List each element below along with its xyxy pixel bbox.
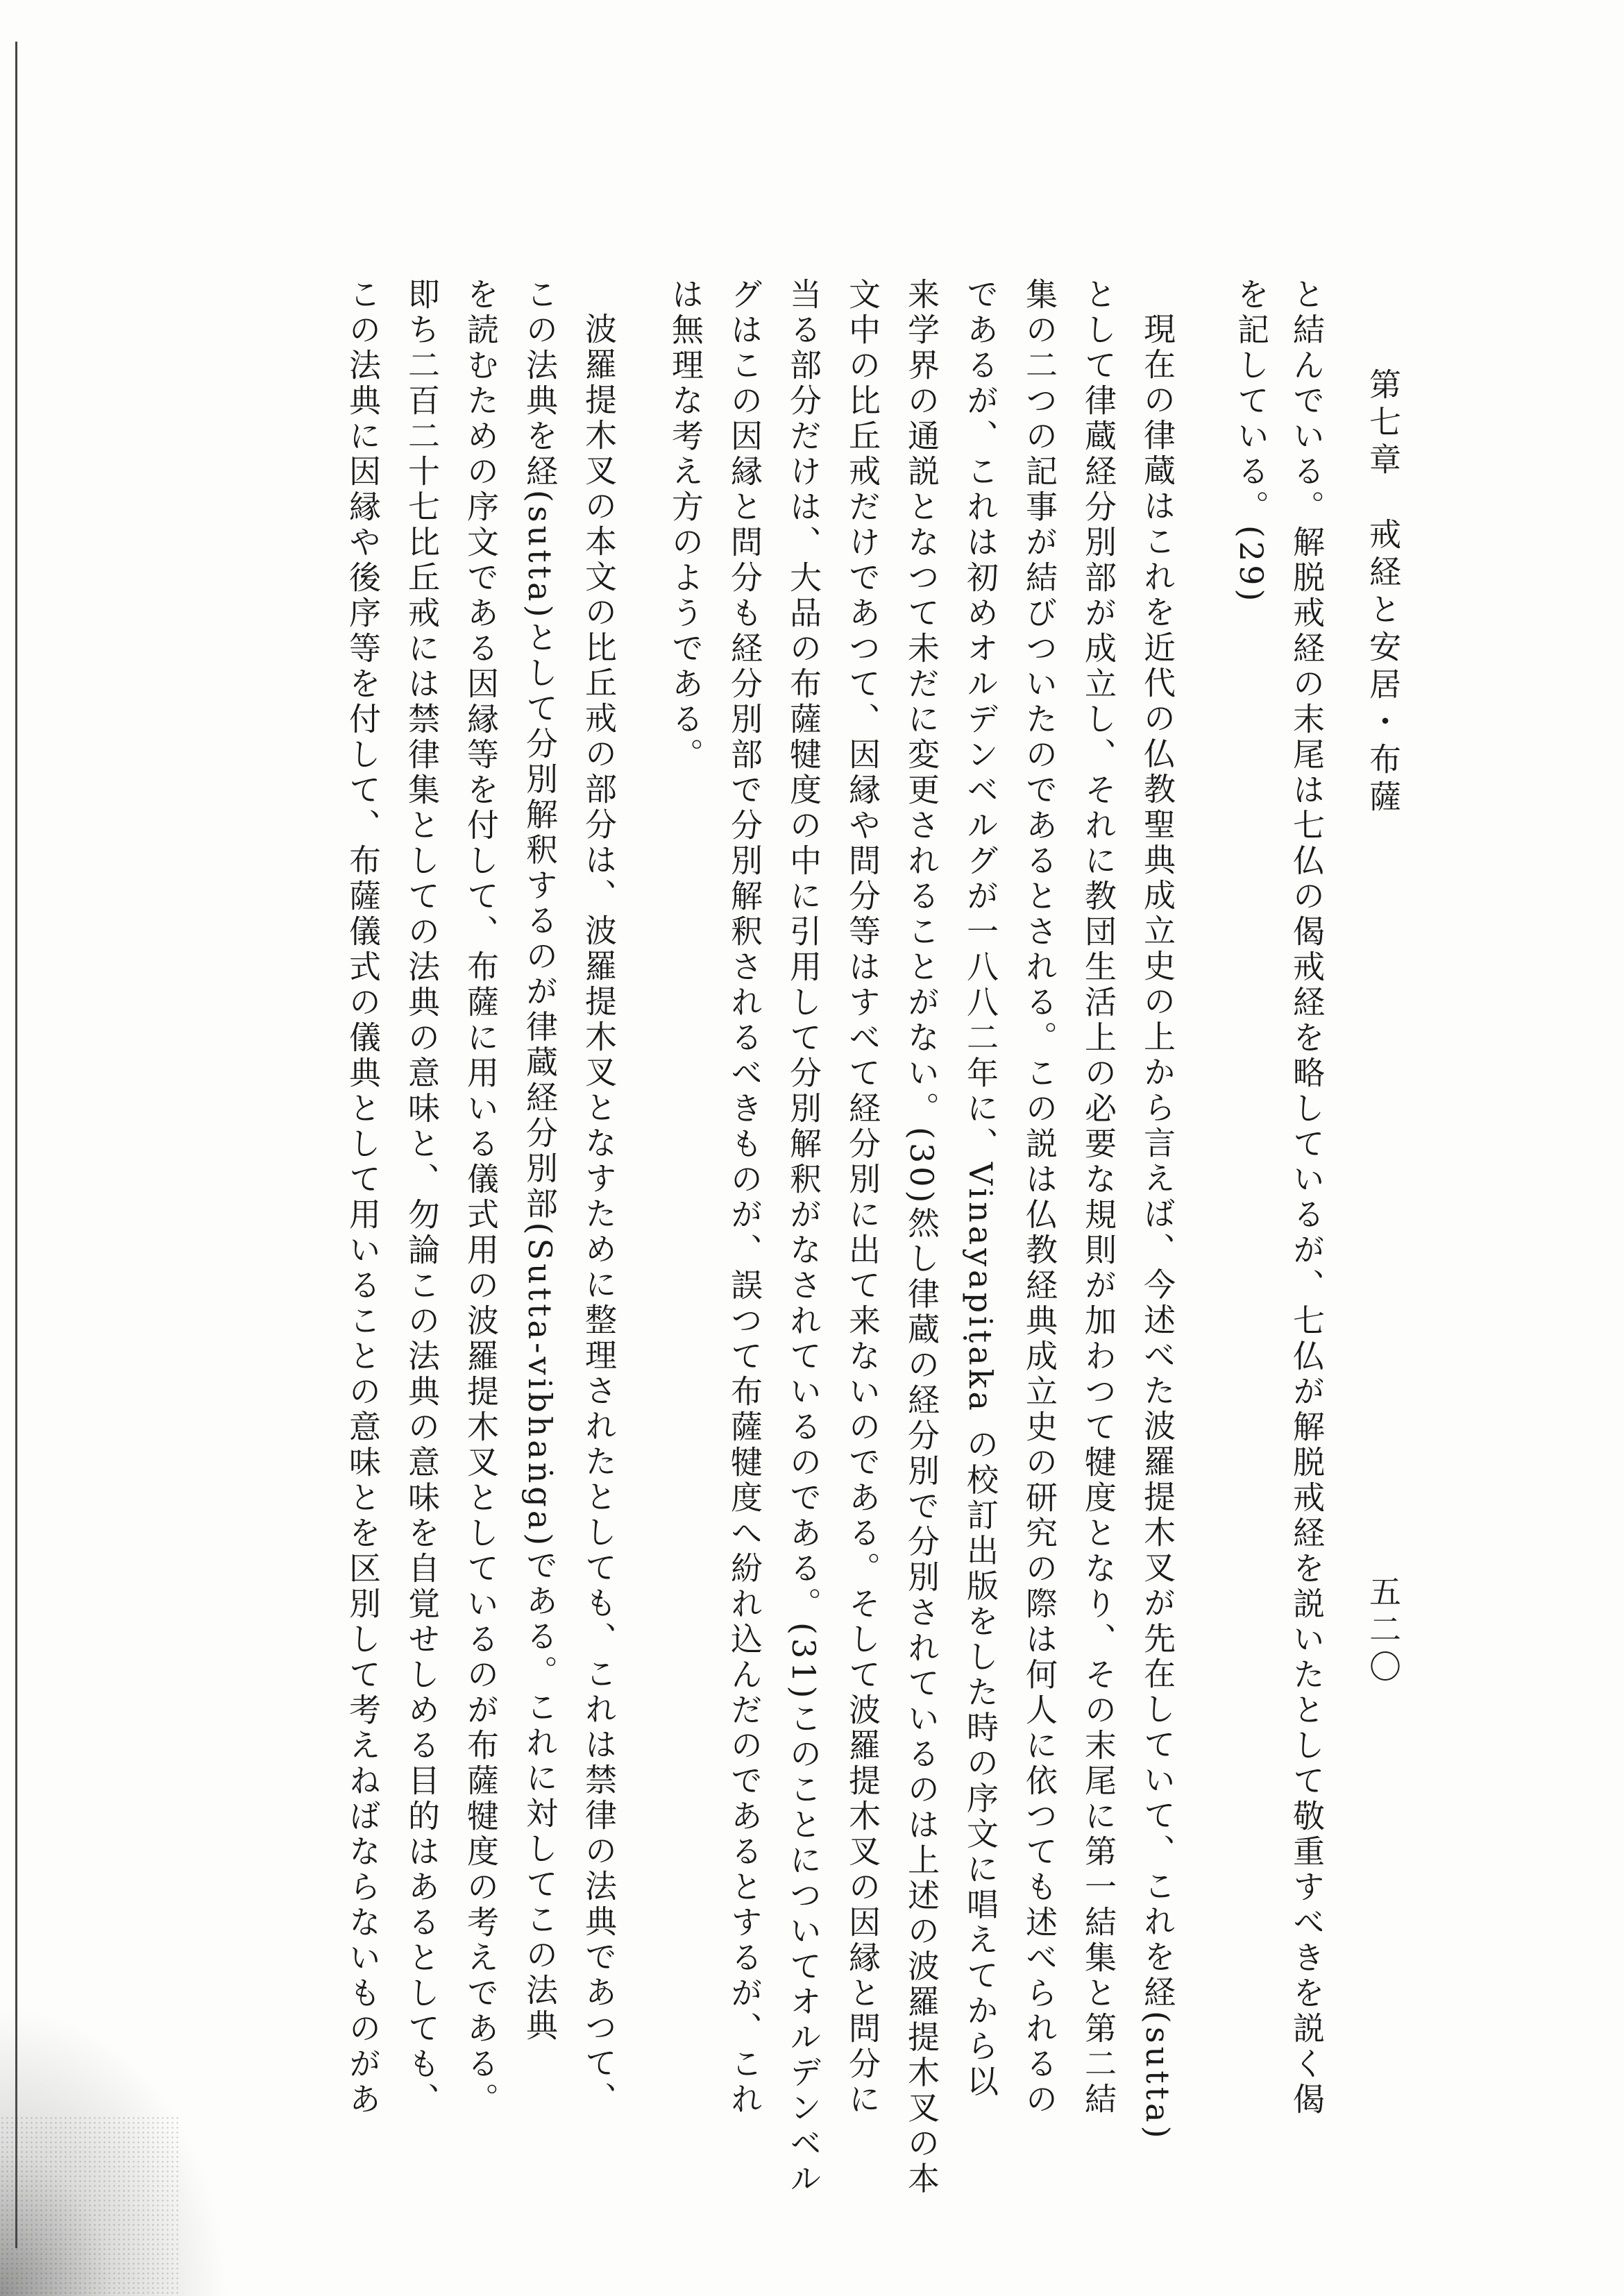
text-column: グはこの因縁と問分も経分別部で分別解釈されるべきものが、誤つて布薩犍度へ紛れ込んだのであるとするが、これ <box>726 278 763 2118</box>
text-column: 来学界の通説となつて未だに変更されることがない。(30)然し律蔵の経分別で分別されているのは上述の波羅提木叉の本 <box>903 278 940 2197</box>
text-column: であるが、これは初めオルデンベルグが一八八二年に、Vinayapiṭaka の校訂出版をした時の序文に唱えてから以 <box>962 278 999 2100</box>
text-column: を記している。(29) <box>1233 278 1270 605</box>
text-column: 波羅提木叉の本文の比丘戒の部分は、波羅提木叉となすために整理されたとしても、これは禁律の法典であつて、 <box>580 312 618 2117</box>
text-column: この法典を経(sutta)として分別解釈するのが律蔵経分別部(Sutta-vibhaṅga)である。これに対してこの法典 <box>521 278 559 2045</box>
text-column: 即ち二百二十七比丘戒には禁律集としての法典の意味と、勿論この法典の意味を自覚せしめる目的はあるとしても、 <box>403 278 441 2118</box>
text-column: 当る部分だけは、大品の布薩犍度の中に引用して分別解釈がなされているのである。(31)このことについてオルデンベル <box>785 278 822 2197</box>
text-column: を読むための序文である因縁等を付して、布薩に用いる儀式用の波羅提木叉としているのが布薩犍度の考えである。 <box>462 278 500 2118</box>
text-column: と結んでいる。解脱戒経の末尾は七仏の偈戒経を略しているが、七仏が解脱戒経を説いたとして敬重すべきを説く偈 <box>1288 278 1326 2118</box>
text-column: この法典に因縁や後序等を付して、布薩儀式の儀典として用いることの意味とを区別して考えねばならないものがあ <box>344 278 382 2118</box>
text-column: 集の二つの記事が結びついたのであるとされる。この説は仏教経典成立史の研究の際は何人に依つても述べられるの <box>1021 278 1058 2118</box>
text-column: として律蔵経分別部が成立し、それに教団生活上の必要な規則が加わつて犍度となり、その末尾に第一結集と第二結 <box>1080 278 1117 2118</box>
page-number: 五二〇 <box>1364 1575 1402 1687</box>
scan-speckle <box>0 2116 180 2296</box>
binding-edge-line <box>15 42 17 2248</box>
chapter-title: 第七章 戒経と安居・布薩 <box>1364 368 1402 817</box>
text-column: 現在の律蔵はこれを近代の仏教聖典成立史の上から言えば、今述べた波羅提木叉が先在していて、これを経(sutta) <box>1139 312 1176 2142</box>
text-column: 文中の比丘戒だけであつて、因縁や問分等はすべて経分別に出て来ないのである。そして波羅提木叉の因縁と問分に <box>844 278 881 2118</box>
text-column: は無理な考え方のようである。 <box>667 278 704 773</box>
